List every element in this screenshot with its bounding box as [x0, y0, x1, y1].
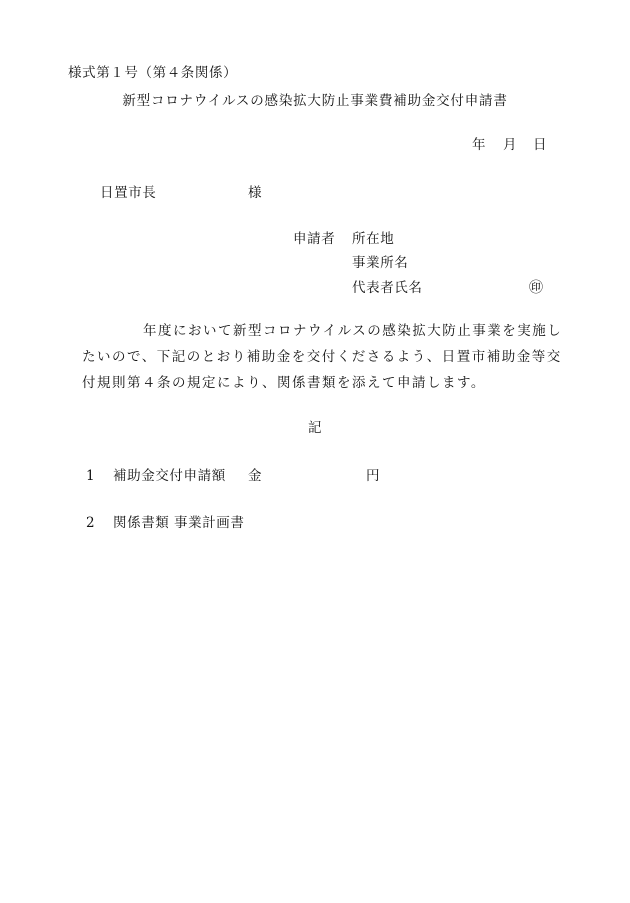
body-text-line-2: たいので、下記のとおり補助金を交付くださるよう、日置市補助金等交 [82, 349, 562, 365]
applicant-office-label: 事業所名 [352, 255, 409, 271]
addressee-honorific: 様 [248, 185, 263, 201]
date-day-label: 日 [533, 137, 548, 153]
amount-suffix: 円 [366, 468, 381, 484]
item-label-related-documents: 関係書類 [113, 515, 170, 531]
body-text-line-1: 年度において新型コロナウイルスの感染拡大防止事業を実施し [143, 323, 563, 339]
ki-heading: 記 [307, 420, 323, 436]
item-value-business-plan: 事業計画書 [174, 515, 245, 531]
document-title: 新型コロナウイルスの感染拡大防止事業費補助金交付申請書 [122, 93, 508, 109]
applicant-address-label: 所在地 [352, 231, 395, 247]
item-label-grant-amount: 補助金交付申請額 [113, 468, 226, 484]
date-year-label: 年 [472, 137, 487, 153]
addressee-name: 日置市長 [100, 185, 157, 201]
body-text-line-3: 付規則第４条の規定により、関係書類を添えて申請します。 [82, 375, 486, 391]
form-number: 様式第１号（第４条関係） [68, 65, 238, 81]
item-number: 1 [86, 468, 96, 484]
applicant-representative-label: 代表者氏名 [352, 280, 423, 296]
date-month-label: 月 [503, 137, 518, 153]
amount-prefix: 金 [248, 468, 263, 484]
seal-mark: ㊞ [529, 280, 544, 296]
applicant-label: 申請者 [293, 231, 336, 247]
item-number: 2 [86, 515, 96, 531]
